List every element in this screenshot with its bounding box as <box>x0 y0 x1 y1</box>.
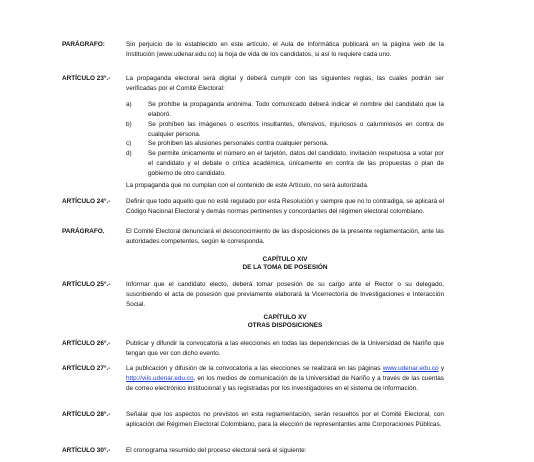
article-28-text: Señalar que los aspectos no previstos en esta reglamentación, serán resueltos por el Comité Electoral, con aplicación del Régimen Electoral Colombiano, para la elección de representantes ante Corporaciones Públicas. <box>126 411 444 428</box>
udenar-link[interactable]: www.udenar.edu.co <box>382 365 439 372</box>
article-26-label: ARTÍCULO 26°.- <box>62 340 111 347</box>
article-24-label: ARTÍCULO 24°.- <box>62 198 111 205</box>
paragrafo-label: PARÁGRAFO: <box>62 41 105 48</box>
item-letter: c) <box>126 140 132 147</box>
chapter-15-title: CAPÍTULO XV <box>263 314 307 321</box>
chapter-15-subtitle: OTRAS DISPOSICIONES <box>247 322 323 329</box>
article-27-text <box>126 364 444 394</box>
article-27-text-a: La publicación y difusión de la convocatoria a las elecciones se realizará en las páginas <box>126 365 381 372</box>
article-24-text: Definir que todo aquello que no esté regulado por esta Resolución y siempre que no lo contradiga, se aplicará el Código Nacional Electoral y demás normas pertinentes y concordantes del régimen electoral colombiano. <box>126 198 444 215</box>
item-letter: b) <box>126 121 132 128</box>
article-27-label: ARTÍCULO 27°.- <box>62 365 111 372</box>
item-letter: a) <box>126 101 132 108</box>
chapter-14-subtitle: DE LA TOMA DE POSESIÓN <box>242 264 328 271</box>
article-23-closing: La propaganda que no cumplan con el contenido de este Artículo, no será autorizada. <box>126 182 369 189</box>
article-30-label: ARTÍCULO 30°.- <box>62 447 111 454</box>
item-text: Se prohíben las imágenes o escritos insultantes, ofensivos, injuriosos o calumniosos en contra de cualquier persona. <box>148 121 444 138</box>
article-25-label: ARTÍCULO 25°.- <box>62 281 111 288</box>
article-26-text: Publicar y difundir la convocatoria a las elecciones en todas las dependencias de la Universidad de Nariño que tengan que ver con dicho evento. <box>126 340 444 357</box>
article-25-text: Informar que el candidato electo, deberá tomar posesión de su cargo ante el Rector o su delegado, suscribiendo el acta de posesión que previamente elaborará la Vicerrectoría de Investigaciones e Interacción Social. <box>126 281 444 308</box>
paragrafo-2-text: El Comité Electoral denunciará el desconocimiento de las disposiciones de la presente reglamentación, ante las autoridades competentes, según le corresponda. <box>126 228 444 245</box>
article-23-label: ARTÍCULO 23°.- <box>62 75 111 82</box>
chapter-14-title: CAPÍTULO XIV <box>262 256 308 263</box>
item-text: Se prohíben las alusiones personales contra cualquier persona. <box>148 140 329 147</box>
item-text: Se prohíbe la propaganda anónima. Todo comunicado deberá indicar el nombre del candidato que la elaboró. <box>148 101 444 118</box>
paragrafo-2-label: PARÁGRAFO. <box>62 228 105 235</box>
article-30-text: El cronograma resumido del proceso electoral será el siguiente: <box>126 447 307 454</box>
viis-link[interactable]: http://viis.udenar.edu.co <box>126 375 194 382</box>
paragrafo-text: Sin perjuicio de lo establecido en este artículo, el Aula de Informática publicará en la página web de la Institución (www.udenar.edu.co) la hoja de vida de los candidatos, si así lo requiere cada uno. <box>126 41 444 58</box>
article-28-label: ARTÍCULO 28°.- <box>62 411 111 418</box>
item-text: Se permite únicamente el número en el tarjetón, datos del candidato, invitación respetuosa a votar por el candidato y el debate o crítica académica, únicamente en contra de las propuestas o plan de gobierno de otro candidato. <box>148 150 444 177</box>
article-23-text: La propaganda electoral será digital y deberá cumplir con las siguientes reglas, las cuales podrán ser verificadas por el Comité Electoral: <box>126 75 444 92</box>
article-27-text-b: y <box>440 365 445 372</box>
article-27-text-c: , en los medios de comunicación de la Universidad de Nariño y a través de las cuentas de correo electrónico institucional y las registradas por los investigadores en el sistema de información. <box>126 375 444 392</box>
item-letter: d) <box>126 150 132 157</box>
